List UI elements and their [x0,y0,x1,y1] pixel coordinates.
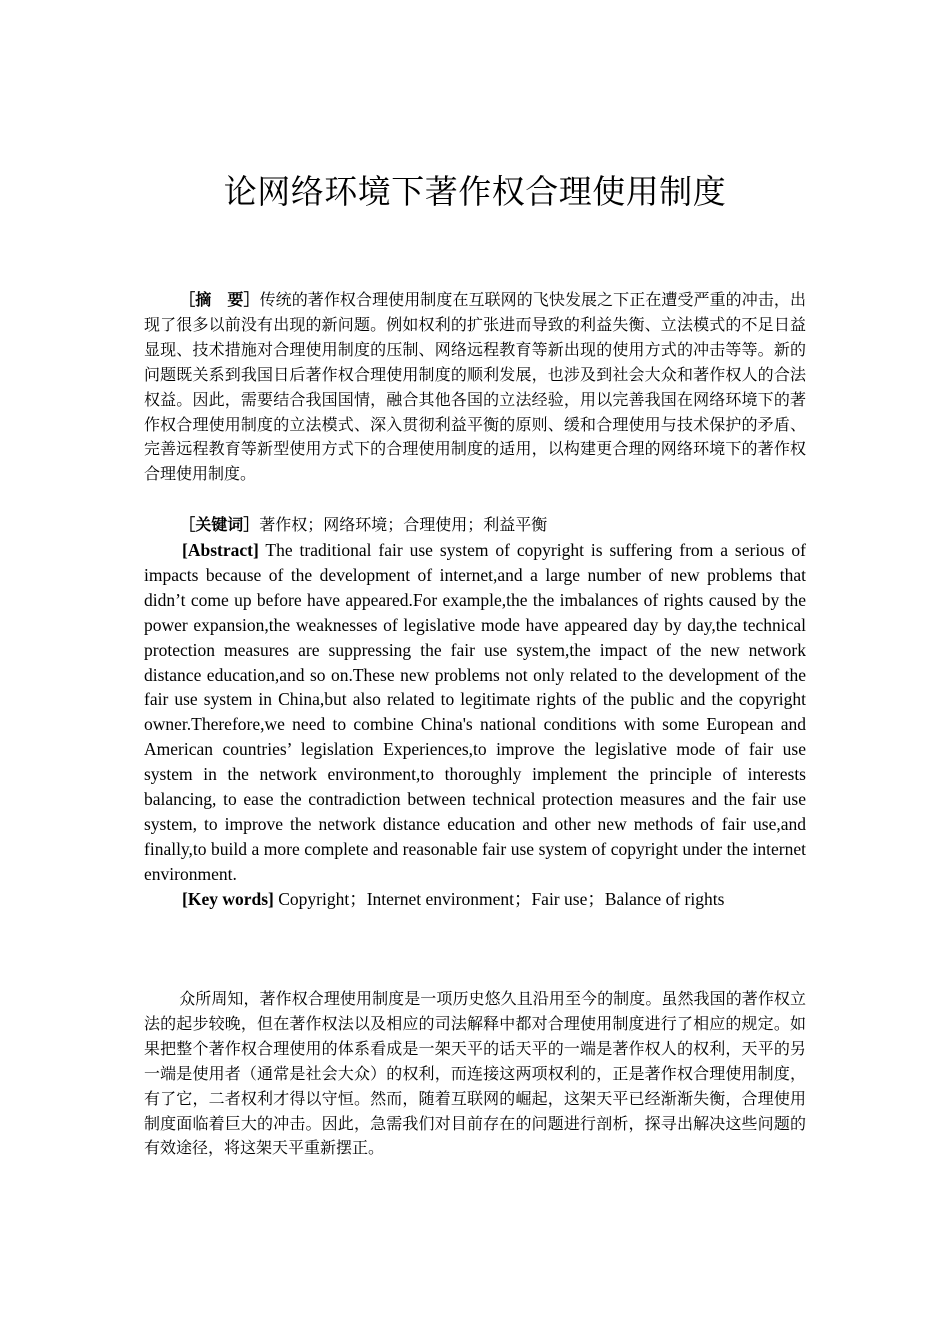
chinese-keywords-paragraph [144,513,806,538]
english-abstract-text: The traditional fair use system of copyright is suffering from a serious of impacts because of the development of internet,and a large number of new problems that didn’t come up before have appeared.For example,the the imbalances of rights caused by the power expansion,the weaknesses of legislative mode have appeared day by day,the technical protection measures are suppressing the fair use system,the impact of the new network distance education,and so on.These new problems not only related to the development of the fair use system in China,but also related to legitimate rights of the public and the copyright owner.Therefore,we need to combine China's national conditions with some European and American countries’ legislation Experiences,to improve the legislative mode of fair use system in the network environment,to thoroughly implement the principle of interests balancing, to ease the contradiction between technical protection measures and the fair use system, to improve the network distance education and other new methods of fair use,and finally,to build a more complete and reasonable fair use system of copyright under the internet environment. [144,540,806,884]
chinese-keywords-text: 著作权；网络环境；合理使用；利益平衡 [259,515,548,534]
english-abstract-label: [Abstract] [182,540,259,560]
english-keywords-label: [Key words] [182,888,274,909]
english-keywords-paragraph [144,887,806,912]
chinese-abstract-text: 传统的著作权合理使用制度在互联网的飞快发展之下正在遭受严重的冲击，出现了很多以前没有出现的新问题。例如权利的扩张进而导致的利益失衡、立法模式的不足日益显现、技术措施对合理使用制度的压制、网络远程教育等新出现的使用方式的冲击等等。新的问题既关系到我国日后著作权合理使用制度的顺利发展，也涉及到社会大众和著作权人的合法权益。因此，需要结合我国国情，融合其他各国的立法经验，用以完善我国在网络环境下的著作权合理使用制度的立法模式、深入贯彻利益平衡的原则、缓和合理使用与技术保护的矛盾、完善远程教育等新型使用方式下的合理使用制度的适用，以构建更合理的网络环境下的著作权合理使用制度。 [144,290,806,484]
chinese-abstract-label: ［摘 要］ [179,290,260,309]
paper-title: 论网络环境下著作权合理使用制度 [223,172,727,211]
body-introduction [144,987,806,1161]
english-keywords-text: Copyright；Internet environment；Fair use；Balance of rights [273,888,725,909]
chinese-keywords [144,513,806,538]
chinese-abstract [144,288,806,487]
english-abstract-paragraph [144,538,806,887]
chinese-keywords-label: ［关键词］ [179,515,260,534]
chinese-abstract-paragraph [144,288,806,487]
body-paragraph: 众所周知，著作权合理使用制度是一项历史悠久且沿用至今的制度。虽然我国的著作权立法的起步较晚，但在著作权法以及相应的司法解释中都对合理使用制度进行了相应的规定。如果把整个著作权合理使用的体系看成是一架天平的话天平的一端是著作权人的权利，天平的另一端是使用者（通常是社会大众）的权利，而连接这两项权利的，正是著作权合理使用制度，有了它，二者权利才得以守恒。然而，随着互联网的崛起，这架天平已经渐渐失衡，合理使用制度面临着巨大的冲击。因此，急需我们对目前存在的问题进行剖析，探寻出解决这些问题的有效途径，将这架天平重新摆正。 [144,989,806,1158]
english-abstract [144,538,806,912]
